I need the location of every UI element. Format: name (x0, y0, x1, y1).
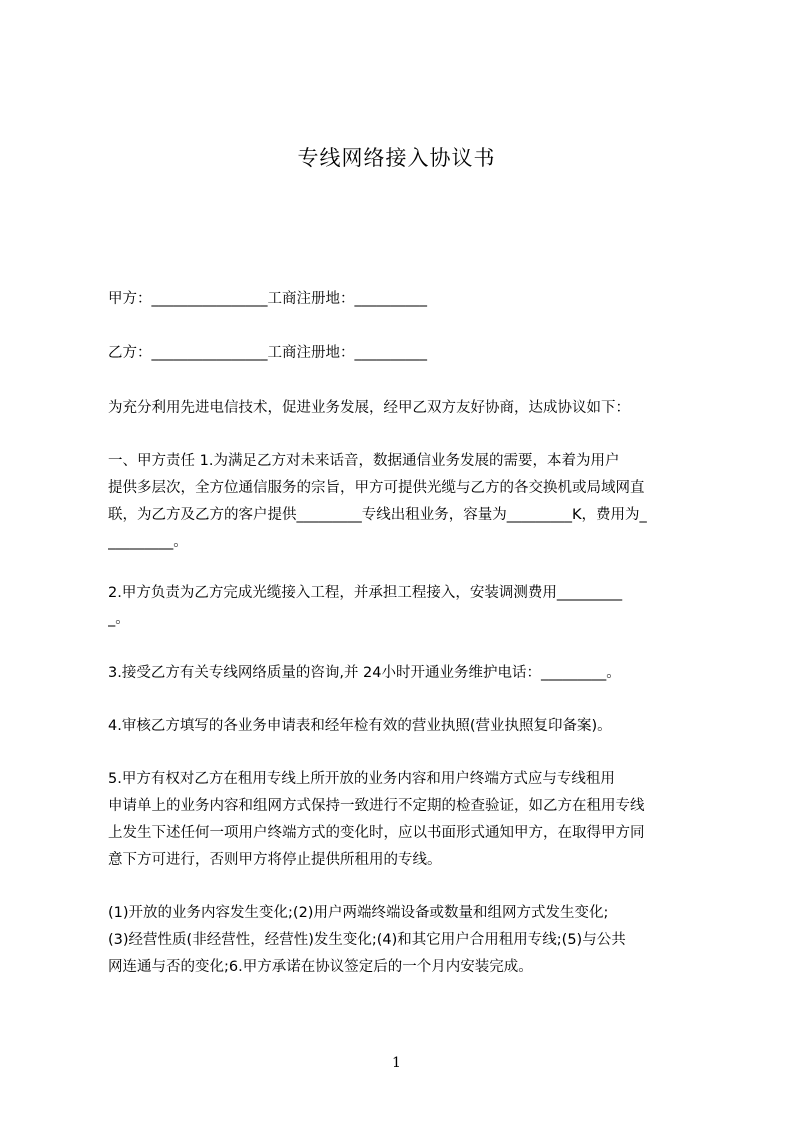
clause-1-line-2: 提供多层次，全方位通信服务的宗旨，甲方可提供光缆与乙方的各交换机或局域网直 (108, 480, 645, 496)
document-title: 专线网络接入协议书 (297, 146, 496, 170)
party-a-line: 甲方：________________工商注册地：__________ (108, 291, 427, 307)
preamble-line: 为充分利用先进电信技术，促进业务发展，经甲乙双方友好协商，达成协议如下： (108, 400, 630, 416)
clause-1-line-3: 联，为乙方及乙方的客户提供_________专线出租业务，容量为_________K，费用为_ (108, 507, 647, 523)
changes-line-2: (3)经营性质(非经营性，经营性)发生变化;(4)和其它用户合用租用专线;(5)与公共 (108, 932, 626, 948)
clause-1-line-4: _________。 (108, 534, 188, 550)
changes-line-1: (1)开放的业务内容发生变化;(2)用户两端终端设备或数量和组网方式发生变化; (108, 905, 609, 921)
clause-2-line-2: _。 (108, 611, 130, 627)
party-b-line: 乙方：________________工商注册地：__________ (108, 345, 427, 361)
clause-5-line-3: 上发生下述任何一项用户终端方式的变化时，应以书面形式通知甲方，在取得甲方同 (108, 825, 645, 841)
clause-4-line: 4.审核乙方填写的各业务申请表和经年检有效的营业执照(营业执照复印备案)。 (108, 718, 612, 734)
clause-3-line: 3.接受乙方有关专线网络质量的咨询,并 24小时开通业务维护电话：_________。 (108, 665, 621, 681)
clause-1-line-1: 一、甲方责任 1.为满足乙方对未来话音，数据通信业务发展的需要，本着为用户 (108, 453, 620, 469)
clause-5-line-2: 申请单上的业务内容和组网方式保持一致进行不定期的检查验证，如乙方在租用专线 (108, 798, 645, 814)
page-number: 1 (392, 1055, 401, 1071)
clause-5-line-4: 意下方可进行，否则甲方将停止提供所租用的专线。 (108, 852, 442, 868)
changes-line-3: 网连通与否的变化;6.甲方承诺在协议签定后的一个月内安装完成。 (108, 959, 533, 975)
clause-5-line-1: 5.甲方有权对乙方在租用专线上所开放的业务内容和用户终端方式应与专线租用 (108, 771, 615, 787)
clause-2-line-1: 2.甲方负责为乙方完成光缆接入工程，并承担工程接入，安装调测费用_________ (108, 585, 623, 601)
